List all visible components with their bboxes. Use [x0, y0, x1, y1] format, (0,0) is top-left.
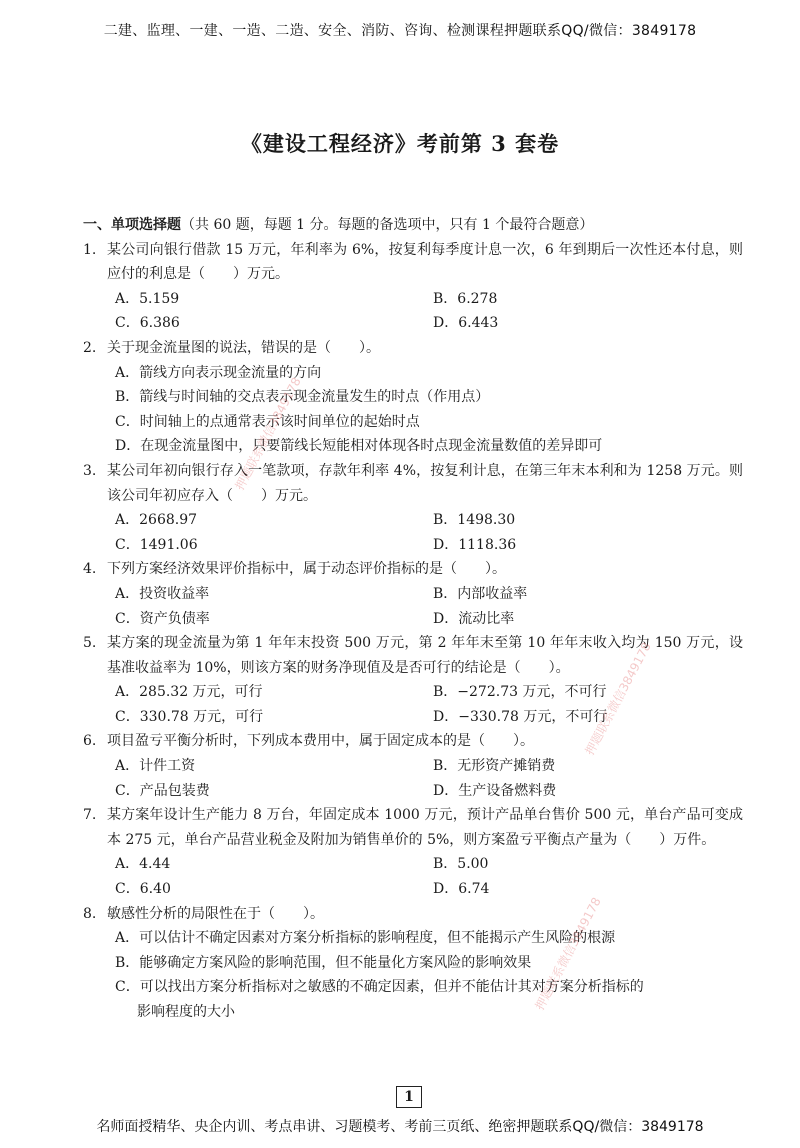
- watermark: 押题联系微信3849178: [532, 895, 604, 1013]
- option-row: [107, 508, 743, 533]
- option-text: 流动比率: [458, 610, 515, 627]
- option-text: 330.78 万元，可行: [139, 708, 264, 725]
- question-8: [83, 902, 743, 1025]
- option-a: [107, 680, 425, 705]
- option-label: B．: [433, 512, 458, 529]
- option-label: D．: [433, 315, 459, 332]
- option-row: [107, 877, 743, 902]
- option-label: C．: [115, 413, 140, 430]
- option-label: B．: [115, 389, 140, 406]
- question-text: 某方案年设计生产能力 8 万台，年固定成本 1000 万元，预计产品单台售价 500 元，单台产品可变成本 275 元，单台产品营业税金及附加为销售单价的 5%，则方案盈亏平衡点产量为（ ）万件。: [107, 807, 743, 848]
- option-d: [425, 607, 743, 632]
- option-label: C．: [115, 708, 140, 725]
- option-a: [107, 508, 425, 533]
- question-2: [83, 336, 743, 459]
- option-text: −330.78 万元，不可行: [458, 708, 608, 725]
- option-label: A．: [115, 930, 140, 947]
- option-text: 可以估计不确定因素对方案分析指标的影响程度，但不能揭示产生风险的根源: [139, 930, 616, 947]
- option-a: [107, 852, 425, 877]
- question-number: 6.: [83, 733, 97, 750]
- section-heading: [83, 213, 743, 238]
- exam-content: [83, 213, 743, 1025]
- option-label: D．: [433, 536, 459, 553]
- option-text: 无形资产摊销费: [457, 758, 556, 775]
- option-c: [107, 311, 425, 336]
- option-b: [425, 680, 743, 705]
- option-d: [425, 877, 743, 902]
- section-note: （共 60 题，每题 1 分。每题的备选项中，只有 1 个最符合题意）: [181, 217, 594, 233]
- option-a: [107, 754, 425, 779]
- question-number: 1.: [83, 241, 97, 258]
- option-label: B．: [433, 684, 458, 701]
- option-text: 285.32 万元，可行: [139, 684, 263, 701]
- question-number: 7.: [83, 807, 97, 824]
- option-b: [425, 287, 743, 312]
- option-label: B．: [433, 758, 458, 775]
- page-header: 二建、监理、一建、一造、二造、安全、消防、咨询、检测课程押题联系QQ/微信：3849178: [103, 23, 697, 39]
- option-row: [107, 705, 743, 730]
- option-text: 可以找出方案分析指标对之敏感的不确定因素，但并不能估计其对方案分析指标的: [139, 979, 644, 996]
- option-text: 时间轴上的点通常表示该时间单位的起始时点: [139, 413, 420, 430]
- option-text: 6.443: [458, 315, 499, 332]
- option-label: D．: [115, 438, 141, 455]
- option-c: [107, 533, 425, 558]
- option-label: C．: [115, 536, 140, 553]
- question-number: 5.: [83, 635, 97, 652]
- option-text: 箭线与时间轴的交点表示现金流量发生的时点（作用点）: [139, 389, 490, 406]
- option-text: 1498.30: [457, 512, 516, 529]
- question-text: 某公司向银行借款 15 万元，年利率为 6%，按复利每季度计息一次，6 年到期后一次性还本付息，则应付的利息是（ ）万元。: [107, 241, 743, 283]
- question-text: 敏感性分析的局限性在于（ ）。: [107, 905, 324, 922]
- option-text: 5.159: [139, 290, 180, 307]
- option-text: 产品包装费: [139, 782, 210, 799]
- option-c: [107, 607, 425, 632]
- option-a: [107, 926, 743, 951]
- option-text: 生产设备燃料费: [458, 782, 557, 799]
- option-c: [107, 410, 743, 435]
- option-text: 2668.97: [139, 512, 198, 529]
- question-number: 2.: [83, 339, 97, 356]
- option-label: A．: [115, 585, 140, 602]
- option-d: [425, 779, 743, 804]
- option-label: A．: [115, 512, 140, 529]
- option-row: [107, 852, 743, 877]
- question-text: 某方案的现金流量为第 1 年年末投资 500 万元，第 2 年年末至第 10 年年末收入均为 150 万元，设基准收益率为 10%，则该方案的财务净现值及是否可行的结论是（ ）。: [107, 635, 743, 676]
- question-6: [83, 729, 743, 803]
- option-c: [107, 705, 425, 730]
- question-3: [83, 459, 743, 557]
- question-number: 4.: [83, 561, 97, 578]
- question-text: 某公司年初向银行存入一笔款项，存款年利率 4%，按复利计息，在第三年末本利和为 1258 万元。则该公司年初应存入（ ）万元。: [107, 462, 743, 504]
- option-b: [425, 582, 743, 607]
- option-c: [107, 975, 743, 1024]
- option-text: 6.278: [457, 290, 498, 307]
- question-7: [83, 803, 743, 901]
- watermark: 押题联系微信3849178: [232, 375, 304, 493]
- option-text: 4.44: [139, 856, 171, 873]
- option-d: [425, 311, 743, 336]
- option-label: A．: [115, 364, 140, 381]
- option-row: [107, 607, 743, 632]
- option-label: D．: [433, 708, 459, 725]
- option-b: [107, 385, 743, 410]
- option-c: [107, 877, 425, 902]
- option-text: 在现金流量图中，只要箭线长短能相对体现各时点现金流量数值的差异即可: [140, 438, 603, 455]
- watermark: 押题联系微信3849178: [582, 640, 654, 758]
- question-text: 项目盈亏平衡分析时，下列成本费用中，属于固定成本的是（ ）。: [107, 733, 534, 750]
- question-4: [83, 557, 743, 631]
- option-label: B．: [433, 585, 458, 602]
- section-label: 一、单项选择题: [83, 217, 181, 233]
- question-text: 下列方案经济效果评价指标中，属于动态评价指标的是（ ）。: [107, 561, 506, 578]
- page-title: 《建设工程经济》考前第 3 套卷: [240, 131, 560, 156]
- option-text: 1491.06: [139, 536, 198, 553]
- option-label: D．: [433, 881, 459, 898]
- question-1: [83, 238, 743, 336]
- option-label: C．: [115, 881, 140, 898]
- option-d: [425, 705, 743, 730]
- option-row: [107, 287, 743, 312]
- option-text: 5.00: [457, 856, 489, 873]
- option-row: [107, 754, 743, 779]
- option-label: C．: [115, 782, 140, 799]
- option-label: A．: [115, 684, 140, 701]
- option-text: 箭线方向表示现金流量的方向: [139, 364, 322, 381]
- question-5: [83, 631, 743, 729]
- option-text: 1118.36: [458, 536, 517, 553]
- option-label: C．: [115, 979, 140, 996]
- question-text: 关于现金流量图的说法，错误的是（ ）。: [107, 339, 380, 356]
- option-text: 6.40: [139, 881, 171, 898]
- option-text: 6.74: [458, 881, 490, 898]
- option-text: 6.386: [139, 315, 180, 332]
- option-row: [107, 533, 743, 558]
- option-a: [107, 287, 425, 312]
- option-b: [425, 852, 743, 877]
- option-a: [107, 582, 425, 607]
- option-b: [107, 951, 743, 976]
- option-label: A．: [115, 856, 140, 873]
- question-number: 8.: [83, 905, 97, 922]
- option-text: 内部收益率: [457, 585, 528, 602]
- option-b: [425, 754, 743, 779]
- option-row: [107, 680, 743, 705]
- option-row: [107, 582, 743, 607]
- option-c: [107, 779, 425, 804]
- option-d: [425, 533, 743, 558]
- option-label: B．: [433, 290, 458, 307]
- option-text: −272.73 万元，不可行: [457, 684, 607, 701]
- option-label: D．: [433, 610, 459, 627]
- option-text-continued: 影响程度的大小: [137, 1004, 235, 1020]
- option-text: 计件工资: [139, 758, 196, 775]
- option-text: 投资收益率: [139, 585, 210, 602]
- option-label: D．: [433, 782, 459, 799]
- page-number: 1: [396, 1086, 422, 1108]
- option-text: 资产负债率: [139, 610, 210, 627]
- option-d: [107, 434, 743, 459]
- option-label: C．: [115, 315, 140, 332]
- option-label: B．: [433, 856, 458, 873]
- option-row: [107, 311, 743, 336]
- page-footer: 名师面授精华、央企内训、考点串讲、习题模考、考前三页纸、绝密押题联系QQ/微信：3849178: [96, 1119, 704, 1135]
- question-number: 3.: [83, 462, 97, 479]
- option-row: [107, 779, 743, 804]
- option-label: A．: [115, 758, 140, 775]
- option-label: A．: [115, 290, 140, 307]
- option-b: [425, 508, 743, 533]
- option-label: C．: [115, 610, 140, 627]
- option-a: [107, 361, 743, 386]
- option-label: B．: [115, 954, 140, 971]
- option-text: 能够确定方案风险的影响范围，但不能量化方案风险的影响效果: [139, 954, 532, 971]
